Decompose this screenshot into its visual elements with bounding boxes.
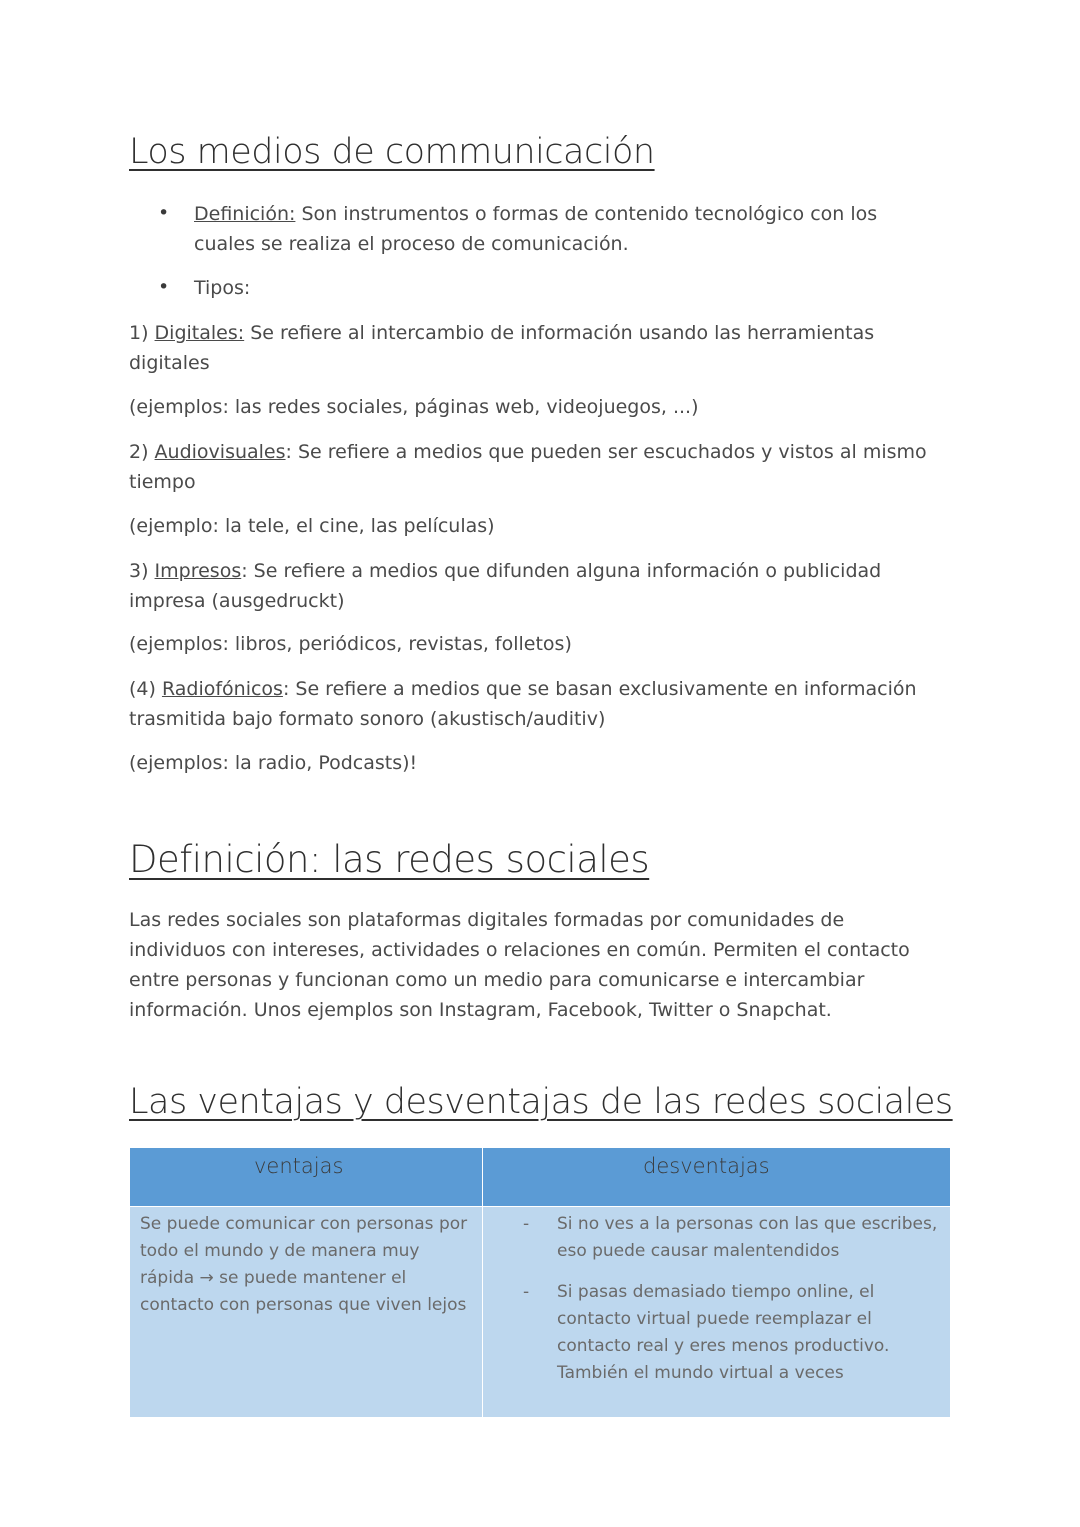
dash-marker: - xyxy=(523,1214,530,1234)
type-label: Radiofónicos xyxy=(161,678,283,700)
list-item xyxy=(493,1211,940,1265)
header-desventajas: desventajas xyxy=(483,1148,951,1207)
type-label: Audiovisuales xyxy=(154,441,286,463)
pros-cons-table xyxy=(129,1147,951,1418)
section-title-redes: Definición: las redes sociales xyxy=(129,838,650,881)
type-example-radiofonicos: (ejemplos: la radio, Podcasts)! xyxy=(129,752,418,774)
type-item-audiovisuales xyxy=(129,437,939,497)
type-text: : Se refiere a medios que difunden alguna información o publicidad impresa (ausgedruckt) xyxy=(129,560,882,612)
header-ventajas: ventajas xyxy=(130,1148,483,1207)
type-item-radiofonicos xyxy=(129,674,939,734)
type-label: Digitales: xyxy=(154,322,245,344)
ventajas-cell: Se puede comunicar con personas por todo el mundo y de manera muy rápida → se puede mantener el contacto con personas que viven lejos xyxy=(130,1207,483,1418)
definition-paragraph xyxy=(194,199,924,259)
type-number: 3) xyxy=(129,560,155,582)
type-example-impresos: (ejemplos: libros, periódicos, revistas, folletos) xyxy=(129,633,572,655)
type-number: (4) xyxy=(129,678,162,700)
types-label: Tipos: xyxy=(194,277,251,299)
type-item-impresos xyxy=(129,556,939,616)
list-item xyxy=(493,1279,940,1387)
type-text: Se refiere al intercambio de información usando las herramientas digitales xyxy=(129,322,875,374)
bullet-dot: • xyxy=(158,202,170,224)
desventaja-text: Si no ves a la personas con las que escribes, eso puede causar malentendidos xyxy=(557,1214,938,1261)
type-number: 2) xyxy=(129,441,155,463)
desventaja-text: Si pasas demasiado tiempo online, el contacto virtual puede reemplazar el contacto real y eres menos productivo. También el mundo virtual a veces xyxy=(557,1282,890,1383)
section-title-ventajas: Las ventajas y desventajas de las redes sociales xyxy=(129,1082,953,1122)
type-example-digitales: (ejemplos: las redes sociales, páginas web, videojuegos, ...) xyxy=(129,396,699,418)
type-text: : Se refiere a medios que pueden ser escuchados y vistos al mismo tiempo xyxy=(129,441,927,493)
type-label: Impresos xyxy=(154,560,242,582)
definition-label: Definición: xyxy=(194,203,296,225)
definition-text: Son instrumentos o formas de contenido tecnológico con los cuales se realiza el proceso de comunicación. xyxy=(194,203,878,255)
type-example-audiovisuales: (ejemplo: la tele, el cine, las películas) xyxy=(129,515,495,537)
section-title-medios: Los medios de communicación xyxy=(129,132,655,172)
redes-definition-body: Las redes sociales son plataformas digitales formadas por comunidades de individuos con intereses, actividades o relaciones en común. Permiten el contacto entre personas y funcionan como un medio para comunicarse e intercambiar información. Unos ejemplos son Instagram, Facebook, Twitter o Snapchat. xyxy=(129,909,910,1021)
desventajas-cell xyxy=(483,1207,951,1418)
bullet-dot: • xyxy=(158,276,170,298)
type-number: 1) xyxy=(129,322,155,344)
type-text: : Se refiere a medios que se basan exclusivamente en información trasmitida bajo formato sonoro (akustisch/auditiv) xyxy=(129,678,917,730)
dash-marker: - xyxy=(523,1282,530,1302)
type-item-digitales xyxy=(129,318,939,378)
